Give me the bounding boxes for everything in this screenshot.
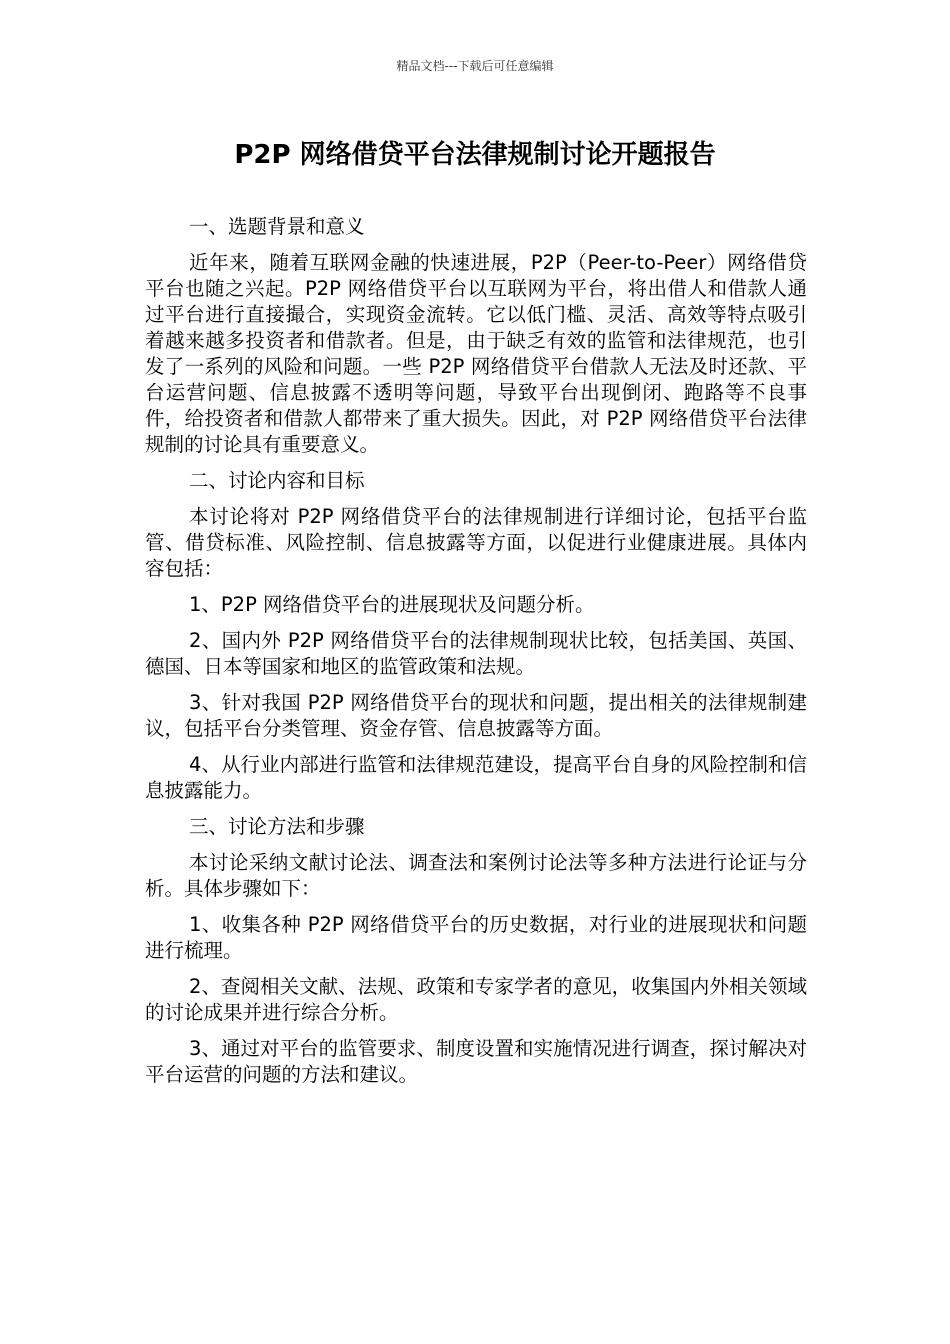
section-heading-content-goals: 二、讨论内容和目标 xyxy=(189,469,365,492)
list-item-content-4: 4、从行业内部进行监管和法律规范建设，提高平台自身的风险控制和信息披露能力。 xyxy=(145,753,807,802)
list-item-content-2: 2、国内外 P2P 网络借贷平台的法律规制现状比较，包括美国、英国、德国、日本等国家和地区的监管政策和法规。 xyxy=(145,629,807,678)
list-item-step-3: 3、通过对平台的监管要求、制度设置和实施情况进行调查，探讨解决对平台运营的问题的方法和建议。 xyxy=(145,1037,807,1086)
document-title: P2P 网络借贷平台法律规制讨论开题报告 xyxy=(234,140,716,170)
list-item-step-1: 1、收集各种 P2P 网络借贷平台的历史数据，对行业的进展现状和问题进行梳理。 xyxy=(145,913,807,962)
list-item-content-1: 1、P2P 网络借贷平台的进展现状及问题分析。 xyxy=(189,593,595,616)
section-heading-background: 一、选题背景和意义 xyxy=(189,215,365,238)
section-heading-methods: 三、讨论方法和步骤 xyxy=(189,815,365,838)
paragraph-methods-intro: 本讨论采纳文献讨论法、调查法和案例讨论法等多种方法进行论证与分析。具体步骤如下： xyxy=(145,851,807,900)
document-body xyxy=(145,214,807,1098)
header-note: 精品文档---下载后可任意编辑 xyxy=(396,59,554,73)
list-item-content-3: 3、针对我国 P2P 网络借贷平台的现状和问题，提出相关的法律规制建议，包括平台分类管理、资金存管、信息披露等方面。 xyxy=(145,691,807,740)
paragraph-background: 近年来，随着互联网金融的快速进展，P2P（Peer-to-Peer）网络借贷平台也随之兴起。P2P 网络借贷平台以互联网为平台，将出借人和借款人通过平台进行直接撮合，实现资金流转。它以低门槛、灵活、高效等特点吸引着越来越多投资者和借款者。但是，由于缺乏有效的监管和法律规范，也引发了一系列的风险和问题。一些 P2P 网络借贷平台借款人无法及时还款、平台运营问题、信息披露不透明等问题，导致平台出现倒闭、跑路等不良事件，给投资者和借款人都带来了重大损失。因此，对 P2P 网络借贷平台法律规制的讨论具有重要意义。 xyxy=(145,251,807,456)
list-item-step-2: 2、查阅相关文献、法规、政策和专家学者的意见，收集国内外相关领域的讨论成果并进行综合分析。 xyxy=(145,975,807,1024)
paragraph-content-intro: 本讨论将对 P2P 网络借贷平台的法律规制进行详细讨论，包括平台监管、借贷标准、风险控制、信息披露等方面，以促进行业健康进展。具体内容包括： xyxy=(145,505,807,580)
